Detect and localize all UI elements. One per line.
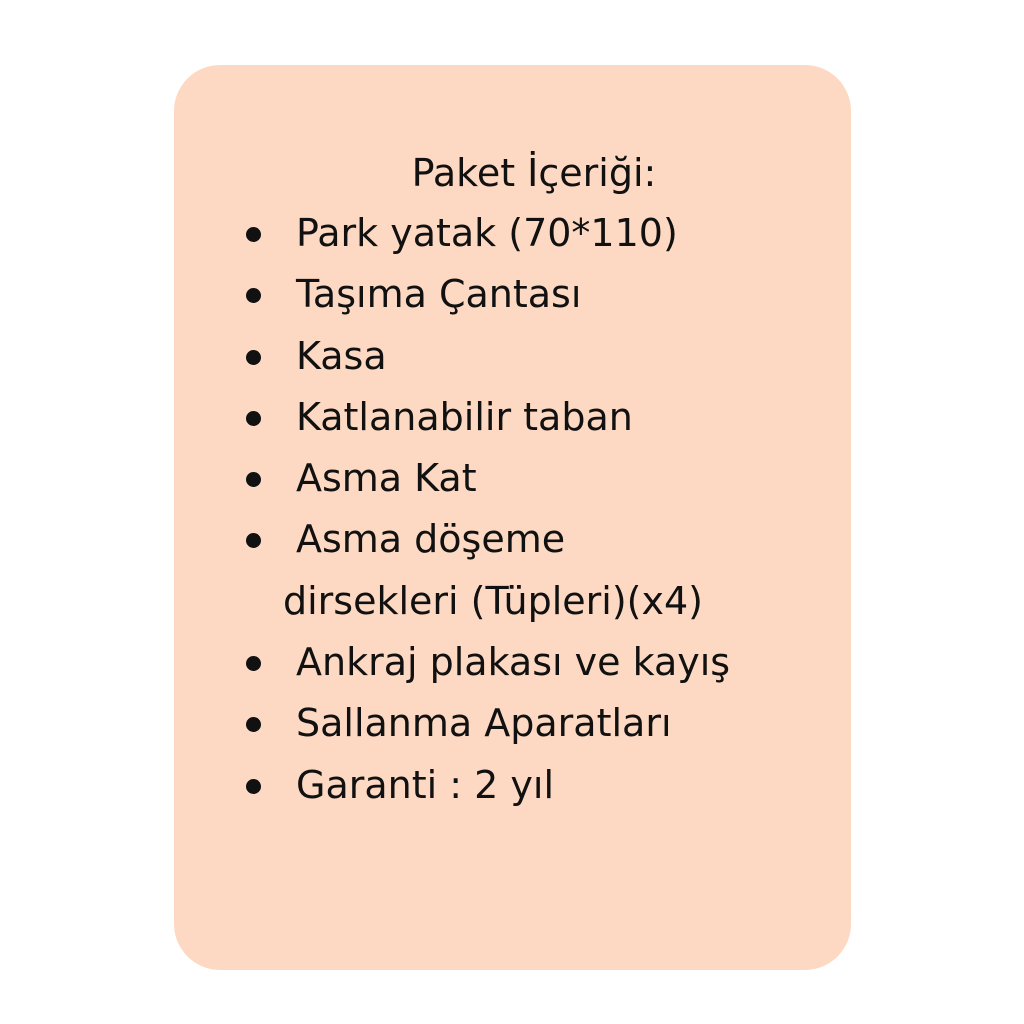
- bullet-icon: [246, 350, 261, 365]
- list-item: [244, 203, 834, 264]
- list-item-text: Park yatak (70*110): [296, 211, 678, 255]
- bullet-icon: [246, 227, 261, 242]
- list-item: [244, 755, 834, 816]
- bullet-icon: [246, 533, 261, 548]
- list-item-text-continuation: dirsekleri (Tüpleri)(x4): [283, 578, 703, 623]
- bullet-icon: [246, 411, 261, 426]
- package-contents-list: [244, 203, 834, 816]
- list-item: [244, 693, 834, 754]
- bullet-icon: [246, 288, 261, 303]
- list-item: [244, 264, 834, 325]
- list-item: [244, 448, 834, 509]
- list-item-text: Kasa: [296, 333, 387, 378]
- list-item-text: Katlanabilir taban: [296, 394, 633, 439]
- list-item-text: Ankraj plakası ve kayış: [296, 640, 731, 685]
- list-item: [244, 387, 834, 448]
- list-item-text: Asma Kat: [296, 456, 477, 501]
- bullet-icon: [246, 779, 261, 794]
- list-item-text: Taşıma Çantası: [296, 272, 582, 317]
- package-contents-title: Paket İçeriği:: [411, 151, 657, 195]
- list-item: [244, 632, 834, 693]
- list-item: [244, 326, 834, 387]
- bullet-icon: [246, 656, 261, 671]
- bullet-icon: [246, 717, 261, 732]
- list-item-text: Asma döşeme: [296, 517, 566, 562]
- list-item: [244, 509, 834, 632]
- list-item-text: Sallanma Aparatları: [296, 701, 672, 746]
- list-item-text: Garanti : 2 yıl: [296, 762, 555, 807]
- bullet-icon: [246, 472, 261, 487]
